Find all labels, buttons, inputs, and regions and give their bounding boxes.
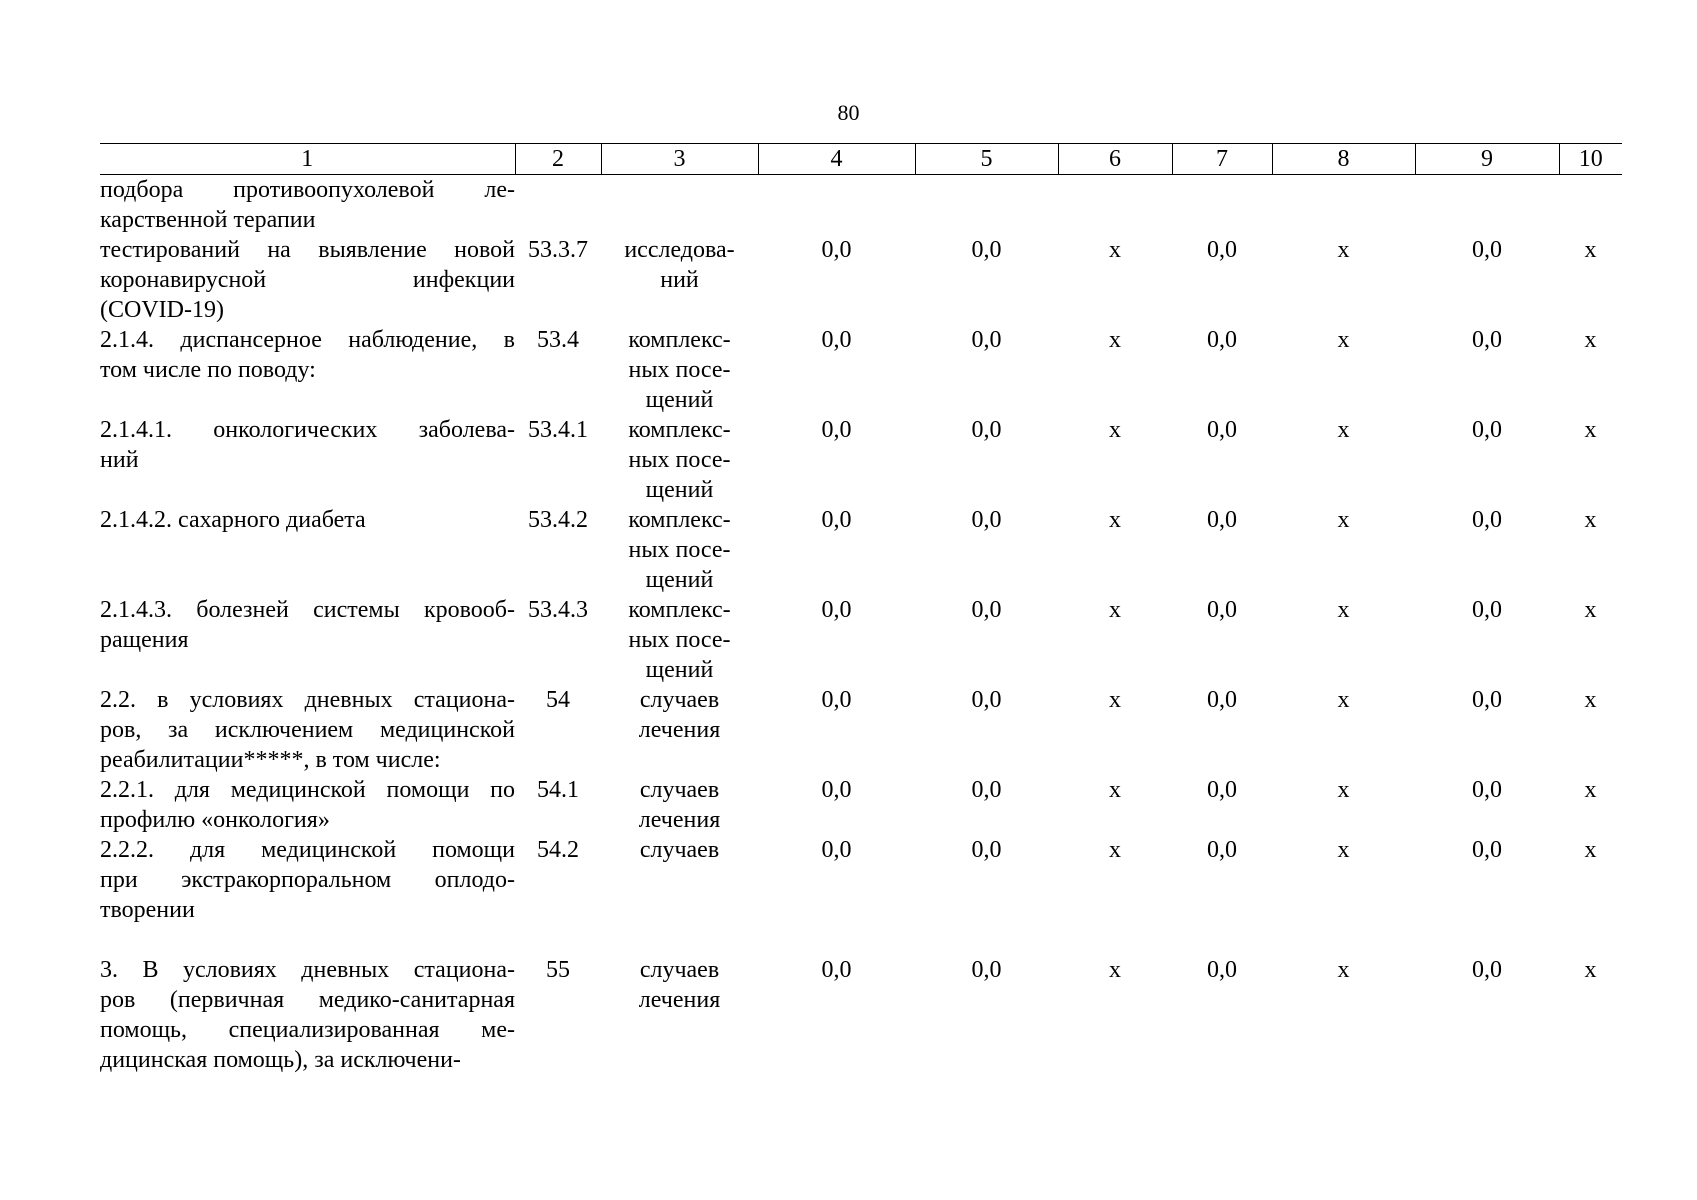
value-cell-col9 (1415, 175, 1559, 236)
value-cell-col5: 0,0 (971, 237, 1002, 263)
unit-line: комплекс- (628, 597, 731, 623)
table-row (100, 685, 1622, 775)
value-cell-col8: x (1337, 597, 1350, 623)
value-cell-col4: 0,0 (821, 597, 852, 623)
unit-cell (601, 955, 758, 1075)
value-cell-col6: x (1109, 327, 1121, 353)
value-cell-col7: 0,0 (1207, 327, 1237, 353)
table-row (100, 835, 1622, 925)
indicator-name-line: ров (первичная медико-санитарная (100, 987, 515, 1013)
value-cell-col10: x (1584, 777, 1597, 803)
value-cell-col9: 0,0 (1472, 507, 1502, 533)
value-cell-col4: 0,0 (821, 837, 852, 863)
unit-line: случаев (639, 837, 720, 863)
value-cell-col9: 0,0 (1472, 237, 1502, 263)
value-cell-col10: x (1584, 507, 1597, 533)
unit-line: ных посе- (628, 627, 731, 653)
value-cell-col5 (915, 175, 1058, 236)
value-cell-col6: x (1109, 507, 1121, 533)
value-cell-col9: 0,0 (1472, 837, 1502, 863)
column-header-6: 6 (1058, 144, 1172, 175)
table-row (100, 235, 1622, 325)
table-row (100, 415, 1622, 505)
value-cell-col8: x (1337, 327, 1350, 353)
value-cell-col9: 0,0 (1472, 777, 1502, 803)
value-cell-col10: x (1584, 837, 1597, 863)
value-cell-col9: 0,0 (1472, 687, 1502, 713)
value-cell-col8: x (1337, 837, 1350, 863)
value-cell-col4: 0,0 (821, 777, 852, 803)
column-header-9: 9 (1415, 144, 1559, 175)
value-cell-col10: x (1584, 237, 1597, 263)
row-code-cell: 53.3.7 (528, 237, 588, 263)
row-code-cell: 54.1 (537, 777, 579, 803)
value-cell-col8: x (1337, 237, 1350, 263)
column-header-10: 10 (1559, 144, 1622, 175)
value-cell-col5: 0,0 (971, 837, 1002, 863)
indicator-name-cell (100, 235, 515, 325)
unit-line: ных посе- (628, 447, 731, 473)
unit-line: ных посе- (628, 357, 731, 383)
value-cell-col7: 0,0 (1207, 777, 1237, 803)
value-cell-col6: x (1109, 237, 1121, 263)
value-cell-col5: 0,0 (971, 417, 1002, 443)
value-cell-col10: x (1584, 597, 1597, 623)
unit-line: лечения (638, 987, 721, 1013)
unit-line: щений (645, 477, 714, 503)
indicator-name-line: коронавирусной инфекции (100, 267, 515, 293)
value-cell-col10: x (1584, 417, 1597, 443)
value-cell-col9: 0,0 (1472, 957, 1502, 983)
unit-line: ний (660, 267, 699, 293)
indicator-name-cell (100, 775, 515, 835)
unit-line: случаев (639, 957, 720, 983)
value-cell-col7: 0,0 (1207, 237, 1237, 263)
indicator-name-cell (100, 835, 515, 925)
value-cell-col6: x (1109, 687, 1121, 713)
value-cell-col5: 0,0 (971, 777, 1002, 803)
value-cell-col10: x (1584, 687, 1597, 713)
unit-line: случаев (639, 777, 720, 803)
indicator-name-line: ращения (100, 627, 189, 653)
column-header-4: 4 (758, 144, 915, 175)
row-code-cell (515, 175, 601, 236)
value-cell-col6: x (1109, 597, 1121, 623)
value-cell-col4: 0,0 (821, 417, 852, 443)
unit-line: лечения (638, 717, 721, 743)
table-row (100, 505, 1622, 595)
column-header-2: 2 (515, 144, 601, 175)
value-cell-col4: 0,0 (821, 687, 852, 713)
row-code-cell: 53.4.2 (528, 507, 588, 533)
indicator-name-line: при экстракорпоральном оплодо- (100, 867, 515, 893)
unit-cell (601, 325, 758, 415)
unit-line: случаев (639, 687, 720, 713)
value-cell-col8: x (1337, 507, 1350, 533)
indicator-name-line: (COVID-19) (100, 297, 224, 323)
column-header-8: 8 (1272, 144, 1415, 175)
value-cell-col6: x (1109, 957, 1121, 983)
value-cell-col9: 0,0 (1472, 417, 1502, 443)
unit-line: щений (645, 387, 714, 413)
value-cell-col7: 0,0 (1207, 507, 1237, 533)
value-cell-col4: 0,0 (821, 327, 852, 353)
table-row (100, 175, 1622, 236)
unit-cell (601, 685, 758, 775)
indicator-name-line: профилю «онкология» (100, 807, 330, 833)
unit-cell (601, 235, 758, 325)
value-cell-col10: x (1584, 957, 1597, 983)
table-row (100, 775, 1622, 835)
indicator-name-cell (100, 685, 515, 775)
value-cell-col5: 0,0 (971, 327, 1002, 353)
value-cell-col10: x (1584, 327, 1597, 353)
unit-line: комплекс- (628, 507, 731, 533)
indicator-name-cell (100, 415, 515, 505)
indicator-name-line: ров, за исключением медицинской (100, 717, 515, 743)
value-cell-col9: 0,0 (1472, 597, 1502, 623)
unit-cell (601, 505, 758, 595)
spacer-row (100, 925, 1622, 955)
value-cell-col4 (758, 175, 915, 236)
value-cell-col8: x (1337, 957, 1350, 983)
column-number-row (100, 144, 1622, 175)
value-cell-col4: 0,0 (821, 957, 852, 983)
indicator-name-line: 2.1.4.3. болезней системы кровооб- (100, 597, 515, 623)
indicator-name-line: 2.1.4.1. онкологических заболева- (100, 417, 515, 443)
data-table (100, 143, 1622, 1075)
indicator-name-line: 3. В условиях дневных стациона- (100, 957, 515, 983)
column-header-3: 3 (601, 144, 758, 175)
value-cell-col7: 0,0 (1207, 837, 1237, 863)
indicator-name-line: подбора противоопухолевой ле- (100, 177, 515, 203)
indicator-name-cell (100, 595, 515, 685)
unit-cell (601, 775, 758, 835)
value-cell-col6: x (1109, 837, 1121, 863)
value-cell-col6: x (1109, 777, 1121, 803)
value-cell-col9: 0,0 (1472, 327, 1502, 353)
indicator-name-line: 2.2.1. для медицинской помощи по (100, 777, 515, 803)
column-header-7: 7 (1172, 144, 1272, 175)
column-header-5: 5 (915, 144, 1058, 175)
indicator-name-line: 2.1.4.2. сахарного диабета (100, 507, 366, 533)
column-header-1: 1 (100, 144, 515, 175)
indicator-name-line: тестирований на выявление новой (100, 237, 515, 263)
value-cell-col4: 0,0 (821, 507, 852, 533)
indicator-name-line: том числе по поводу: (100, 357, 316, 383)
indicator-name-line: творении (100, 897, 195, 923)
unit-cell (601, 415, 758, 505)
page-number: 80 (837, 100, 860, 125)
value-cell-col7: 0,0 (1207, 417, 1237, 443)
value-cell-col4: 0,0 (821, 237, 852, 263)
indicator-name-line: 2.1.4. диспансерное наблюдение, в (100, 327, 515, 353)
value-cell-col7: 0,0 (1207, 597, 1237, 623)
unit-line: лечения (638, 807, 721, 833)
value-cell-col6 (1058, 175, 1172, 236)
value-cell-col7: 0,0 (1207, 957, 1237, 983)
value-cell-col5: 0,0 (971, 957, 1002, 983)
unit-line: исследова- (624, 237, 735, 263)
value-cell-col5: 0,0 (971, 687, 1002, 713)
value-cell-col8: x (1337, 687, 1350, 713)
indicator-name-line: 2.2. в условиях дневных стациона- (100, 687, 515, 713)
indicator-name-cell (100, 175, 515, 236)
row-code-cell: 54.2 (537, 837, 579, 863)
unit-line: щений (645, 657, 714, 683)
indicator-name-cell (100, 325, 515, 415)
value-cell-col7: 0,0 (1207, 687, 1237, 713)
indicator-name-line: реабилитации*****, в том числе: (100, 747, 441, 773)
value-cell-col5: 0,0 (971, 507, 1002, 533)
value-cell-col8 (1272, 175, 1415, 236)
value-cell-col10 (1559, 175, 1622, 236)
value-cell-col8: x (1337, 777, 1350, 803)
indicator-name-line: дицинская помощь), за исключени- (100, 1047, 461, 1073)
indicator-name-cell (100, 955, 515, 1075)
indicator-name-line: ний (100, 447, 139, 473)
row-code-cell: 53.4 (537, 327, 579, 353)
value-cell-col7 (1172, 175, 1272, 236)
table-row (100, 955, 1622, 1075)
indicator-name-line: карственной терапии (100, 207, 316, 233)
row-code-cell: 55 (546, 957, 570, 983)
row-code-cell: 53.4.3 (528, 597, 588, 623)
value-cell-col5: 0,0 (971, 597, 1002, 623)
indicator-name-cell (100, 505, 515, 595)
table-row (100, 595, 1622, 685)
indicator-name-line: помощь, специализированная ме- (100, 1017, 515, 1043)
unit-line: ных посе- (628, 537, 731, 563)
unit-line: комплекс- (628, 417, 731, 443)
unit-line: комплекс- (628, 327, 731, 353)
table-row (100, 325, 1622, 415)
row-code-cell: 53.4.1 (528, 417, 588, 443)
indicator-name-line: 2.2.2. для медицинской помощи (100, 837, 515, 863)
unit-cell (601, 835, 758, 925)
row-code-cell: 54 (546, 687, 570, 713)
unit-cell (601, 175, 758, 236)
value-cell-col8: x (1337, 417, 1350, 443)
unit-cell (601, 595, 758, 685)
value-cell-col6: x (1109, 417, 1121, 443)
unit-line: щений (645, 567, 714, 593)
